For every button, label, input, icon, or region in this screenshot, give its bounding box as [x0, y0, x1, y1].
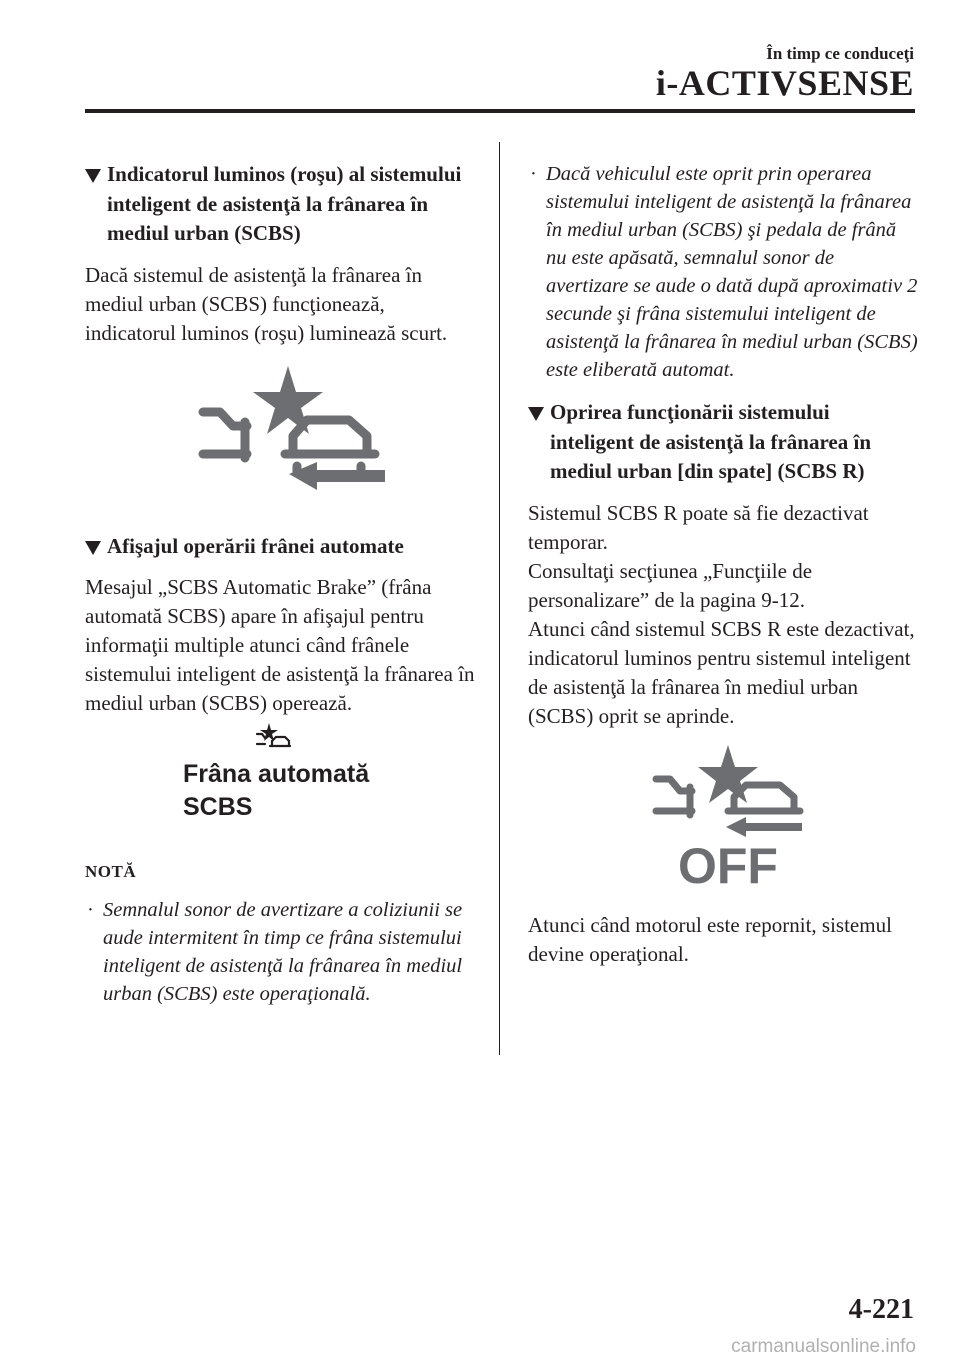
paragraph: Consultaţi secţiunea „Funcţiile de personalizare” de la pagina 9-12. [528, 558, 813, 612]
paragraph: Mesajul „SCBS Automatic Brake” (frâna automată SCBS) apare în afişajul pentru informaţii multiple atunci când frânele sistemului inteligent de asistenţă la frânarea în mediul urban (SCBS) operează. [85, 575, 475, 715]
section-title: În timp ce conduceţi [766, 44, 914, 63]
right-column [528, 160, 918, 969]
note-bullet: · Semnalul sonor de avertizare a coliziunii se aude intermitent în timp ce frâna sistemului inteligent de asistenţă la frânarea în mediul urban (SCBS) este operaţională. [87, 899, 463, 1005]
svg-text:OFF: OFF [678, 837, 778, 891]
page-number: 4-221 [848, 1294, 914, 1325]
header-divider [85, 109, 915, 113]
column-divider [499, 142, 500, 1055]
display-message-box [85, 718, 475, 848]
scbs-r-off-icon [528, 741, 918, 911]
triangle-bullet-icon [528, 398, 550, 487]
triangle-bullet-icon [85, 532, 107, 562]
triangle-bullet-icon [85, 160, 107, 249]
left-column [85, 160, 475, 1008]
display-message-line2: SCBS [183, 793, 253, 821]
list-item: · Dacă vehiculul este oprit prin operarea sistemului inteligent de asistenţă la frânarea în mediul urban (SCBS) şi pedala de frână nu este apăsată, semnalul sonor de avertizare se aude o dată după aproximativ 2 secunde şi frâna sistemului inteligent de asistenţă la frânarea în mediul urban (SCBS) este eliberată automat. [530, 163, 918, 381]
section-heading: Indicatorul luminos (roşu) al sistemului inteligent de asistenţă la frânarea în mediul urban (SCBS) [85, 160, 475, 249]
paragraph: Atunci când sistemul SCBS R este dezactivat, indicatorul luminos pentru sistemul inteligent de asistenţă la frânarea în mediul urban (SCBS) oprit se aprinde. [528, 616, 915, 728]
paragraph: Dacă sistemul de asistenţă la frânarea în mediul urban (SCBS) funcţionează, indicatorul luminos (roşu) luminează scurt. [85, 262, 448, 345]
note-title: NOTĂ [85, 862, 137, 881]
chapter-title: i-ACTIVSENSE [655, 63, 914, 103]
section-heading: Oprirea funcţionării sistemului inteligent de asistenţă la frânarea în mediul urban [din spate] (SCBS R) [528, 398, 918, 487]
display-message-line1: Frâna automată [183, 760, 370, 788]
paragraph: Sistemul SCBS R poate să fie dezactivat temporar. [528, 500, 869, 554]
scbs-warning-icon [85, 362, 475, 522]
scbs-display-icon [255, 722, 291, 752]
watermark: carmanualsonline.info [731, 1336, 916, 1357]
section-heading: Afişajul operării frânei automate [85, 532, 475, 562]
paragraph: Atunci când motorul este repornit, sistemul devine operaţional. [528, 912, 892, 966]
